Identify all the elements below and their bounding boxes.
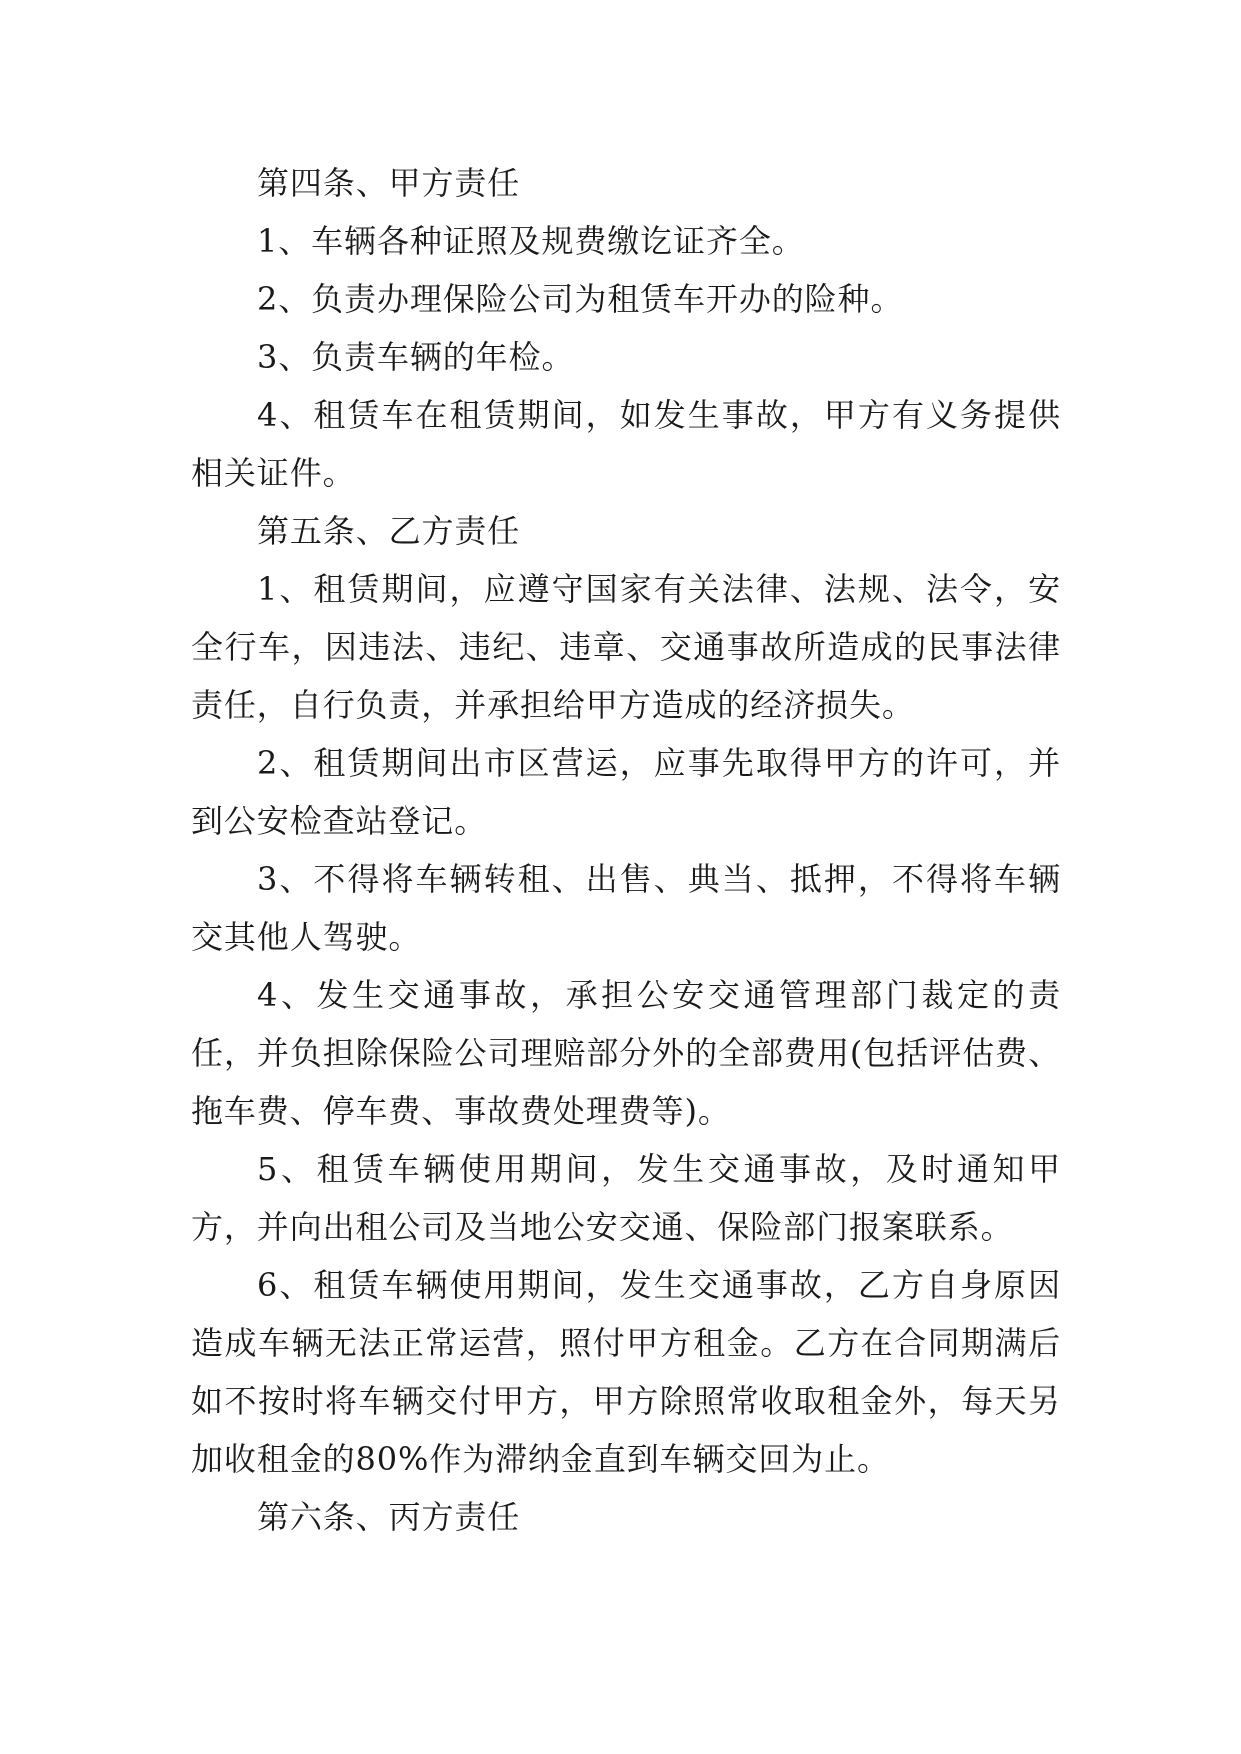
- article-heading: 第六条、丙方责任: [257, 1498, 521, 1536]
- article-heading: 第五条、乙方责任: [257, 512, 521, 550]
- article-heading: 第四条、甲方责任: [257, 164, 521, 202]
- clause-paragraph: 6、租赁车辆使用期间，发生交通事故，乙方自身原因造成车辆无法正常运营，照付甲方租金。乙方在合同期满后如不按时将车辆交付甲方，甲方除照常收取租金外，每天另加收租金的80%作为滞纳金直到车辆交回为止。: [191, 1266, 1061, 1478]
- clause-paragraph: 2、负责办理保险公司为租赁车开办的险种。: [257, 280, 904, 318]
- clause-paragraph: 3、负责车辆的年检。: [257, 338, 575, 376]
- clause-paragraph: 1、车辆各种证照及规费缴讫证齐全。: [257, 222, 805, 260]
- clause-paragraph: 5、租赁车辆使用期间，发生交通事故，及时通知甲方，并向出租公司及当地公安交通、保险部门报案联系。: [191, 1150, 1061, 1246]
- clause-paragraph: 4、租赁车在租赁期间，如发生事故，甲方有义务提供相关证件。: [191, 396, 1061, 492]
- clause-paragraph: 2、租赁期间出市区营运，应事先取得甲方的许可，并到公安检查站登记。: [191, 744, 1061, 840]
- clause-paragraph: 3、不得将车辆转租、出售、典当、抵押，不得将车辆交其他人驾驶。: [191, 860, 1061, 956]
- clause-paragraph: 4、发生交通事故，承担公安交通管理部门裁定的责任，并负担除保险公司理赔部分外的全部费用(包括评估费、拖车费、停车费、事故费处理费等)。: [191, 976, 1061, 1130]
- document-body: [191, 154, 1061, 1546]
- clause-paragraph: 1、租赁期间，应遵守国家有关法律、法规、法令，安全行车，因违法、违纪、违章、交通事故所造成的民事法律责任，自行负责，并承担给甲方造成的经济损失。: [191, 570, 1061, 724]
